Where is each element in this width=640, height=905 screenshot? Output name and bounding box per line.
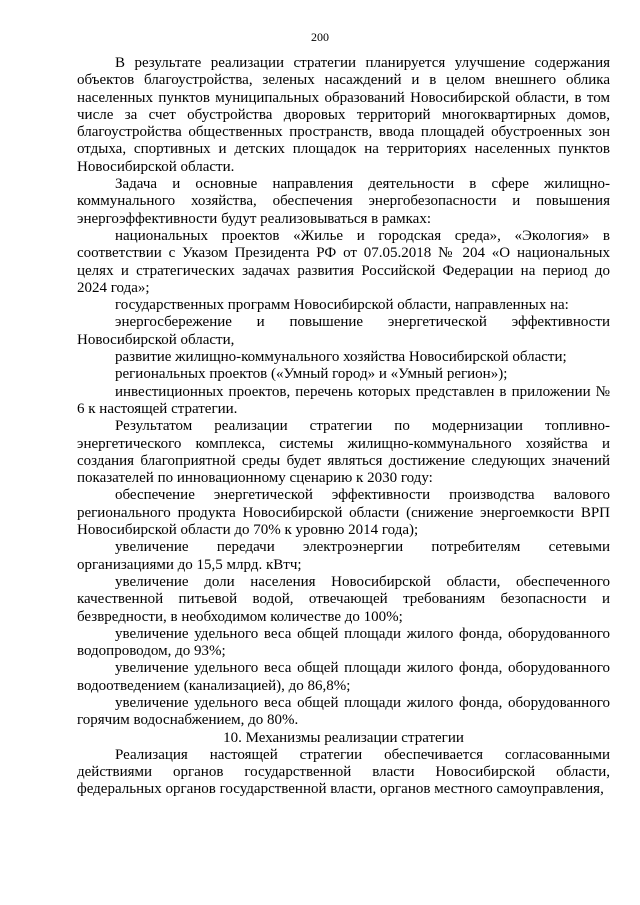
paragraph: энергосбережение и повышение энергетической эффективности Новосибирской области,	[77, 314, 610, 348]
section-heading: 10. Механизмы реализации стратегии	[223, 729, 464, 746]
paragraph: Задача и основные направления деятельности в сфере жилищно-коммунального хозяйства, обеспечения энергобезопасности и повышения энергоэффективности будут реализовываться в рамках:	[77, 176, 610, 227]
paragraph: развитие жилищно-коммунального хозяйства Новосибирской области;	[115, 349, 567, 366]
paragraph: В результате реализации стратегии планируется улучшение содержания объектов благоустройства, зеленых насаждений и в целом внешнего облика населенных пунктов муниципальных образований Новосибирской области, в том числе за счет обустройства дворовых территорий многоквартирных домов, благоустройства общественных пространств, ввода площадей обустроенных зон отдыха, спортивных и детских площадок на территориях населенных пунктов Новосибирской области.	[77, 55, 610, 175]
document-body	[77, 55, 610, 799]
paragraph: государственных программ Новосибирской области, направленных на:	[115, 297, 569, 314]
paragraph: увеличение удельного веса общей площади жилого фонда, оборудованного водопроводом, до 93%;	[77, 625, 610, 660]
page-number: 200	[311, 30, 329, 44]
paragraph: Реализация настоящей стратегии обеспечивается согласованными действиями органов государственной власти Новосибирской области, федеральных органов государственной власти, органов местного самоуправления,	[77, 746, 610, 798]
paragraph: обеспечение энергетической эффективности производства валового регионального продукта Новосибирской области (снижение энергоемкости ВРП Новосибирской области до 70% к уровню 2014 года);	[77, 487, 610, 539]
paragraph: увеличение передачи электроэнергии потребителям сетевыми организациями до 15,5 млрд. кВтч;	[77, 539, 610, 573]
paragraph: увеличение удельного веса общей площади жилого фонда, оборудованного водоотведением (канализацией), до 86,8%;	[77, 660, 610, 694]
paragraph: национальных проектов «Жилье и городская среда», «Экология» в соответствии с Указом Президента РФ от 07.05.2018 № 204 «О национальных целях и стратегических задачах развития Российской Федерации на период до 2024 года»;	[77, 227, 610, 296]
paragraph: увеличение удельного веса общей площади жилого фонда, оборудованного горячим водоснабжением, до 80%.	[77, 694, 610, 729]
paragraph: увеличение доли населения Новосибирской области, обеспеченного качественной питьевой водой, отвечающей требованиям безопасности и безвредности, в необходимом количестве до 100%;	[77, 573, 610, 625]
paragraph: Результатом реализации стратегии по модернизации топливно-энергетического комплекса, системы жилищно-коммунального хозяйства и создания благоприятной среды будет являться достижение следующих значений показателей по инновационному сценарию к 2030 году:	[77, 418, 610, 487]
paragraph: региональных проектов («Умный город» и «Умный регион»);	[115, 366, 508, 383]
paragraph: инвестиционных проектов, перечень которых представлен в приложении № 6 к настоящей стратегии.	[77, 383, 610, 417]
